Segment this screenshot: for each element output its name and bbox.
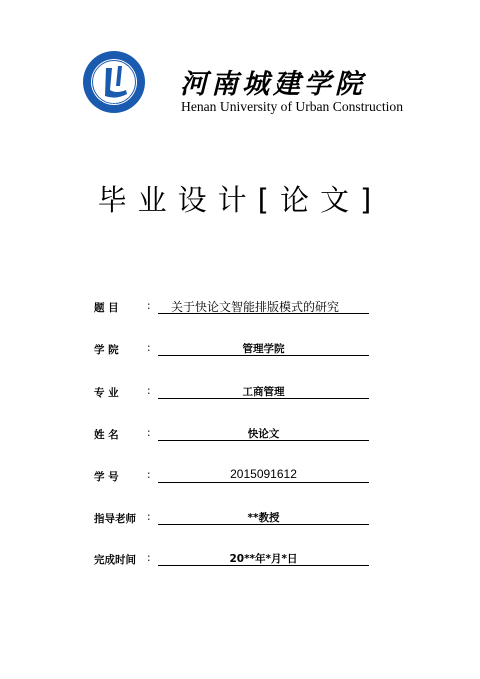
field-value: 关于快论文智能排版模式的研究 bbox=[171, 300, 340, 314]
field-label: 学 号 bbox=[94, 471, 119, 483]
field-label: 专 业 bbox=[94, 387, 119, 399]
field-colon: : bbox=[147, 385, 151, 397]
document-title: 毕业设计[论文] bbox=[97, 183, 383, 217]
field-colon: : bbox=[147, 469, 151, 481]
field-label: 姓 名 bbox=[94, 429, 119, 441]
field-college bbox=[94, 340, 384, 362]
field-colon: : bbox=[147, 511, 151, 523]
field-underline bbox=[158, 565, 369, 566]
field-label: 学 院 bbox=[94, 344, 119, 356]
field-value: 工商管理 bbox=[242, 386, 285, 398]
field-value: 2015091612 bbox=[230, 467, 297, 481]
field-major bbox=[94, 383, 384, 405]
university-seal-icon bbox=[82, 50, 146, 114]
field-label: 题 目 bbox=[94, 302, 119, 314]
field-underline bbox=[158, 398, 369, 399]
field-colon: : bbox=[147, 552, 151, 564]
field-underline bbox=[158, 524, 369, 525]
field-underline bbox=[158, 440, 369, 441]
school-name-english: Henan University of Urban Construction bbox=[181, 99, 403, 114]
field-underline bbox=[158, 313, 369, 314]
field-value: 20**年*月*日 bbox=[229, 553, 298, 565]
field-colon: : bbox=[147, 427, 151, 439]
field-colon: : bbox=[147, 300, 151, 312]
field-underline bbox=[158, 482, 369, 483]
field-topic bbox=[94, 298, 384, 320]
field-value: **教授 bbox=[247, 512, 280, 524]
field-advisor bbox=[94, 509, 384, 531]
field-value: 管理学院 bbox=[242, 343, 285, 355]
field-student-id bbox=[94, 467, 384, 489]
field-colon: : bbox=[147, 342, 151, 354]
field-label: 完成时间 bbox=[94, 554, 136, 566]
field-name bbox=[94, 425, 384, 447]
field-underline bbox=[158, 355, 369, 356]
school-name-calligraphy: 河南城建学院 bbox=[180, 69, 366, 100]
field-label: 指导老师 bbox=[94, 513, 136, 525]
field-value: 快论文 bbox=[247, 428, 280, 440]
field-completion-date bbox=[94, 550, 384, 572]
